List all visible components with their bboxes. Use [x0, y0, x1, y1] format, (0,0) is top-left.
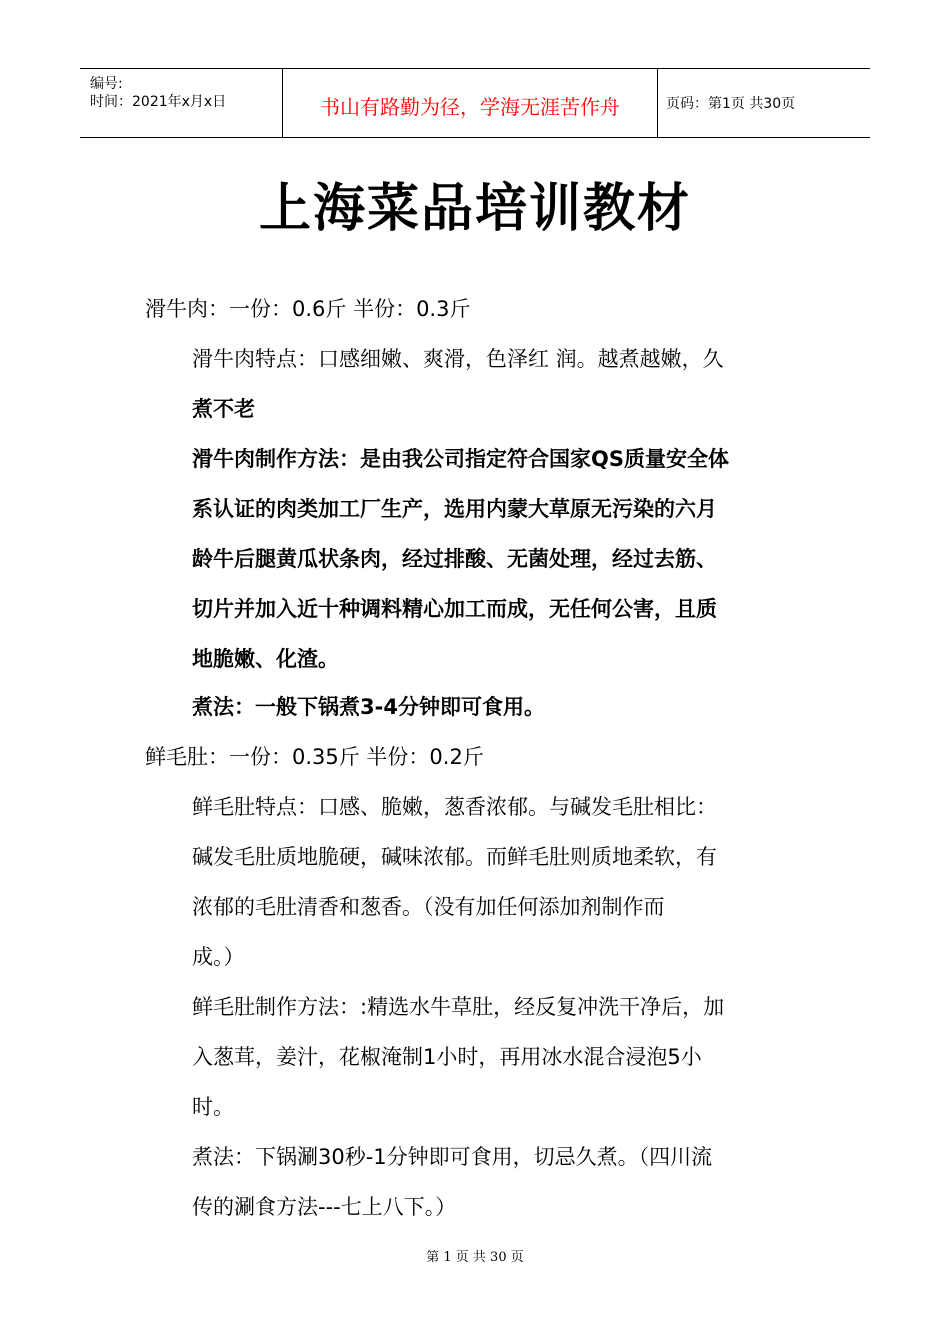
page-footer: 第 1 页 共 30 页 [426, 1250, 524, 1265]
tripe-method-line: 入葱茸，姜汁，花椒淹制1小时，再用冰水混合浸泡5小 [192, 1045, 702, 1069]
header-motto: 书山有路勤为径，学海无涯苦作舟 [320, 95, 620, 119]
header-right-cell [658, 69, 870, 137]
tripe-method-line: 鲜毛肚制作方法：:精选水牛草肚，经反复冲洗干净后，加 [192, 995, 725, 1019]
header-middle-cell [282, 69, 658, 137]
tripe-method-line: 时。 [192, 1095, 234, 1119]
beef-method-line: 切片并加入近十种调料精心加工而成，无任何公害，且质 [192, 597, 717, 621]
beef-cook-line: 煮法：一般下锅煮3-4分钟即可食用。 [192, 695, 545, 719]
page-header [80, 68, 870, 138]
section-heading-beef: 滑牛肉：一份：0.6斤 半份：0.3斤 [145, 297, 471, 321]
section-heading-tripe: 鲜毛肚：一份：0.35斤 半份：0.2斤 [145, 745, 484, 769]
document-time-label: 时间：2021年x月x日 [90, 94, 227, 110]
tripe-feature-line: 成。） [192, 945, 245, 969]
beef-method-line: 龄牛后腿黄瓜状条肉，经过排酸、无菌处理，经过去筋、 [192, 547, 717, 571]
beef-method-line: 地脆嫩、化渣。 [192, 647, 339, 671]
tripe-cook-line: 传的涮食方法---七上八下。） [192, 1195, 457, 1219]
document-title: 上海菜品培训教材 [258, 179, 691, 239]
beef-method-line: 系认证的肉类加工厂生产，选用内蒙大草原无污染的六月 [192, 497, 717, 521]
tripe-feature-line: 鲜毛肚特点：口感、脆嫩，葱香浓郁。与碱发毛肚相比： [192, 795, 717, 819]
beef-method-line: 滑牛肉制作方法：是由我公司指定符合国家QS质量安全体 [192, 447, 729, 471]
tripe-feature-line: 碱发毛肚质地脆硬，碱味浓郁。而鲜毛肚则质地柔软，有 [192, 845, 717, 869]
tripe-cook-line: 煮法：下锅涮30秒-1分钟即可食用，切忌久煮。（四川流 [192, 1145, 713, 1169]
header-page-info: 页码：第1页 共30页 [666, 96, 796, 112]
document-number-label: 编号: [90, 76, 123, 92]
beef-feature-line: 煮不老 [192, 397, 255, 421]
tripe-feature-line: 浓郁的毛肚清香和葱香。（没有加任何添加剂制作而 [192, 895, 665, 919]
header-left-cell [80, 69, 282, 137]
beef-feature-line: 滑牛肉特点：口感细嫩、爽滑，色泽红 润。越煮越嫩，久 [192, 347, 724, 371]
